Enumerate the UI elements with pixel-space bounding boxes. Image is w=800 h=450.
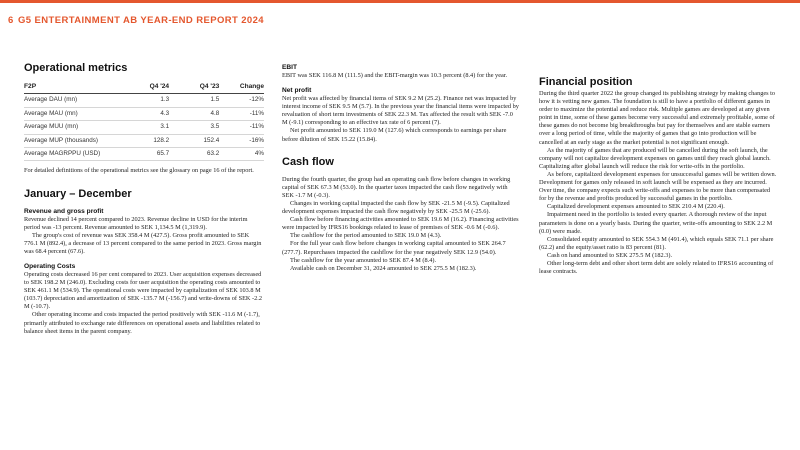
report-title: G5 ENTERTAINMENT AB YEAR-END REPORT 2024 — [18, 15, 264, 26]
column-header: F2P — [24, 82, 124, 94]
financial-paragraph: Impairment need in the portfolio is tested every quarter. A thorough review of the input parameters is done on a yearly basis. During the quarter, write-offs amounting to SEK 2.2 M (0.0) were made. — [539, 211, 773, 235]
metric-value: 65.7 — [124, 147, 169, 160]
ebit-heading: EBIT — [282, 64, 298, 71]
column-left — [24, 62, 264, 336]
financial-position-heading: Financial position — [539, 76, 633, 88]
cash-flow-paragraph: Cash flow before financing activities amounted to SEK 19.6 M (16.2). Financing activities were impacted by IFRS16 bookings related to lease of premises of SEK -0.6 M (-0.6). — [282, 216, 519, 232]
metric-value: 4.3 — [124, 107, 169, 120]
metric-name: Average MUU (mn) — [24, 121, 124, 134]
revenue-heading: Revenue and gross profit — [24, 207, 104, 215]
page-number: 6 — [8, 15, 14, 26]
table-row — [24, 121, 264, 134]
metric-name: Average DAU (mn) — [24, 94, 124, 107]
column-header: Change — [219, 82, 264, 94]
operating-costs-paragraph: Operating costs decreased 16 per cent compared to 2023. User acquisition expenses decreased to SEK 198.2 M (246.0). Excluding costs for user acquisition the operating costs amounted to SEK 461.1 M (534.9). The operational costs were impacted by capitalization of SEK 103.8 M (103.7) depreciation and amortization of SEK -135.7 M (-156.7) and write-downs of SEK -2.2 M (-10.7). — [24, 271, 263, 311]
metric-name: Average MAGRPPU (USD) — [24, 147, 124, 160]
metric-change: -16% — [219, 134, 264, 147]
table-row — [24, 134, 264, 147]
metric-change: -11% — [219, 107, 264, 120]
financial-paragraph: During the third quarter 2022 the group changed its publishing strategy by making changes to how it is vetting new games. The foundation is still to have a portfolio of different games in order to maximize the potential and reduce risk. Multiple games are developed at any given point in time, some of these games become very successful and extremely profitable, some of these games do not become big breakthroughs but pay for themselves and are stable earners over a long period of time, while the majority of games that go into production will be cancelled at an early stage as the market potential is not significant enough. — [539, 90, 776, 146]
metric-value: 3.1 — [124, 121, 169, 134]
cash-flow-paragraph: The cashflow for the year amounted to SEK 87.4 M (8.4). — [290, 256, 437, 264]
jan-dec-heading: January – December — [24, 187, 132, 200]
column-header: Q4 '24 — [124, 82, 169, 94]
revenue-paragraph: Revenue declined 14 percent compared to 2023. Revenue decline in USD for the interim period was -13 percent. Revenue amounted to SEK 1,134.5 M (1,319.9). — [24, 215, 248, 231]
metric-name: Average MUP (thousands) — [24, 134, 124, 147]
header-accent-bar — [0, 0, 800, 3]
metric-name: Average MAU (mn) — [24, 107, 124, 120]
cash-flow-heading: Cash flow — [282, 155, 334, 168]
cash-flow-paragraph: During the fourth quarter, the group had an operating cash flow before changes in working capital of SEK 67.3 M (53.0). In the quarter taxes impacted the cash flow negatively with SEK -1.7 M (-0.3). — [282, 175, 511, 199]
net-profit-paragraph: Net profit was affected by financial items of SEK 9.2 M (25.2). Finance net was impacted by interest income of SEK 9.5 M (5.7). In the previous year the financial items were impacted by revaluation of short term investments of SEK 22.3 M. Tax affected the result with SEK -7.0 M (-9.1) corresponding to an effective tax rate of 6 percent (7). — [282, 95, 519, 127]
metric-change: -12% — [219, 94, 264, 107]
cash-flow-paragraph: Changes in working capital impacted the cash flow by SEK -21.5 M (-9.5). Capitalized development expenses impacted the cash flow negatively by SEK -25.5 M (-25.6). — [282, 199, 510, 216]
metric-value: 4.8 — [169, 107, 219, 120]
financial-paragraph: Other long-term debt and other short term debt are solely related to IFRS16 accounting of lease contracts. — [539, 259, 774, 276]
net-profit-heading: Net profit — [282, 87, 312, 95]
metric-change: 4% — [219, 147, 264, 160]
column-middle — [282, 64, 520, 273]
table-row — [24, 94, 264, 107]
metric-value: 1.3 — [124, 94, 169, 107]
metric-value: 3.5 — [169, 121, 219, 134]
metric-value: 152.4 — [169, 134, 219, 147]
metric-value: 63.2 — [169, 147, 219, 160]
ebit-paragraph: EBIT was SEK 116.8 M (111.5) and the EBIT-margin was 10.3 percent (8.4) for the year. — [282, 72, 508, 79]
financial-paragraph: As the majority of games that are produced will be cancelled during the soft launch, the company will not capitalize development expenses on games until they reach global launch. Capitalizing after global launch will reduce the risk for write-offs in the portfolio. — [539, 146, 771, 170]
metric-value: 128.2 — [124, 134, 169, 147]
column-header: Q4 '23 — [169, 82, 219, 94]
cash-flow-paragraph: The cashflow for the period amounted to SEK 19.0 M (4.3). — [290, 232, 442, 240]
financial-paragraph: Consolidated equity amounted to SEK 554.3 M (491.4), which equals SEK 71.1 per share (62.2) and the equity/asset ratio is 83 percent (81). — [539, 235, 774, 251]
metrics-note: For detailed definitions of the operational metrics see the glossary on page 16 of the report. — [24, 167, 254, 175]
table-header-row — [24, 82, 264, 94]
operating-costs-paragraph: Other operating income and costs impacted the period positively with SEK -11.6 M (-1.7), primarily attributed to exchange rate differences on operational assets and liabilities related to balance sheet items in the parent company. — [24, 311, 261, 335]
metric-change: -11% — [219, 121, 264, 134]
table-row — [24, 107, 264, 120]
cash-flow-paragraph: Available cash on December 31, 2024 amounted to SEK 275.5 M (182.3). — [290, 264, 477, 272]
financial-paragraph: Cash on hand amounted to SEK 275.5 M (182.3). — [547, 251, 673, 259]
financial-paragraph: As before, capitalized development expenses for unsuccessful games will be written down. Development for games only released in soft launch will be expensed as they are incurred. Over time, the company expects such write-offs and expenses to be more than compensated for by the revenue and profits produced by successful games in the portfolio. — [539, 170, 777, 203]
column-right — [539, 76, 777, 276]
page-header — [0, 0, 800, 44]
financial-paragraph: Capitalized development expenses amounted to SEK 210.4 M (220.4). — [547, 203, 725, 211]
cash-flow-paragraph: For the full year cash flow before changes in working capital amounted to SEK 264.7 (277.7). Repurchases impacted the cashflow for the year negatively SEK 12.9 (54.0). — [282, 240, 506, 256]
operational-metrics-heading: Operational metrics — [24, 62, 128, 74]
operating-costs-heading: Operating Costs — [24, 263, 76, 270]
net-profit-paragraph: Net profit amounted to SEK 119.0 M (127.6) which corresponds to earnings per share before dilution of SEK 15.22 (15.84). — [282, 127, 507, 143]
table-row — [24, 147, 264, 160]
operational-metrics-table — [24, 82, 264, 161]
metric-value: 1.5 — [169, 94, 219, 107]
revenue-paragraph: The group's cost of revenue was SEK 358.4 M (427.5). Gross profit amounted to SEK 776.1 M (892.4), a decrease of 13 percent compared to the same period in 2023. Gross margin was 68.4 percent (67.6). — [24, 231, 262, 255]
